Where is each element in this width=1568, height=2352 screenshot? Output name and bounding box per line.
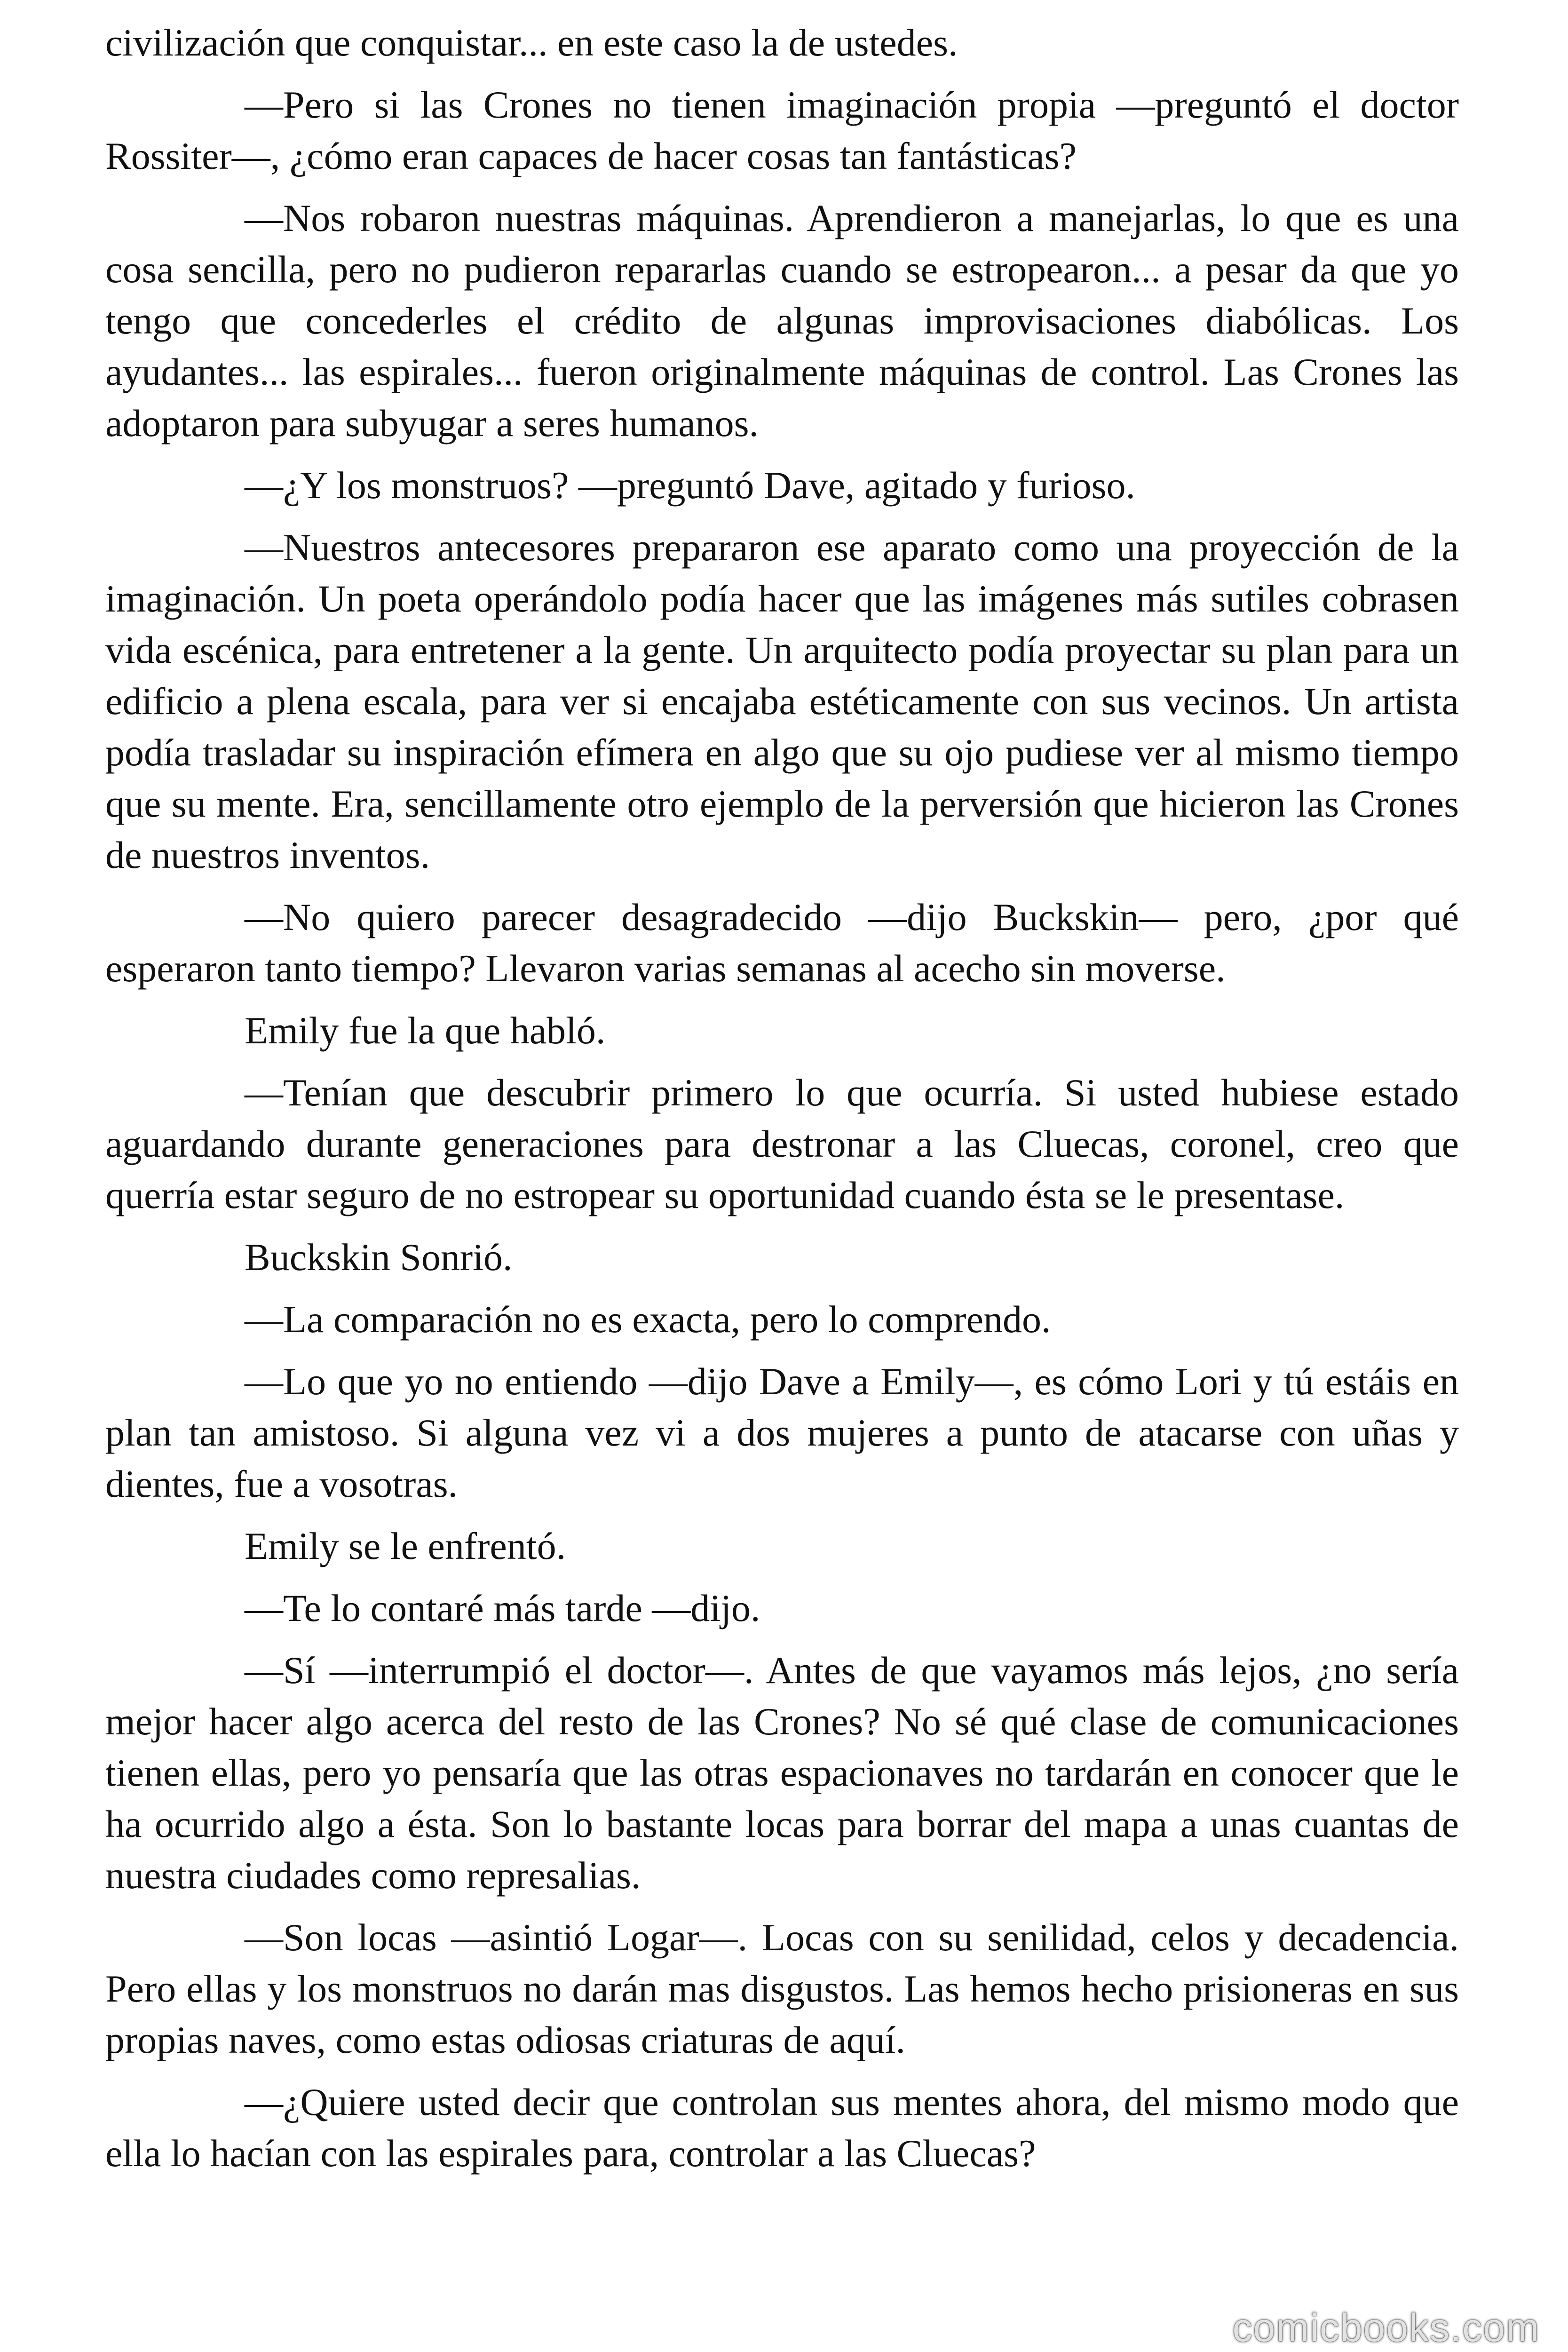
paragraph: —Te lo contaré más tarde —dijo.: [245, 1587, 760, 1629]
paragraph: Emily se le enfrentó.: [245, 1525, 566, 1567]
paragraph: —Nos robaron nuestras máquinas. Aprendieron a manejarlas, lo que es una cosa sencilla, pero no pudieron repararlas cuando se estropearon... a pesar da que yo tengo que concederles el crédito de algunas improvisaciones diabólicas. Los ayudantes... las espirales... fueron originalmente máquinas de control. Las Crones las adoptaron para subyugar a seres humanos.: [105, 197, 1459, 445]
paragraph: —Pero si las Crones no tienen imaginación propia —preguntó el doctor Rossiter—, ¿cómo eran capaces de hacer cosas tan fantásticas?: [105, 83, 1459, 177]
paragraph: —Lo que yo no entiendo —dijo Dave a Emily—, es cómo Lori y tú estáis en plan tan amistoso. Si alguna vez vi a dos mujeres a punto de atacarse con uñas y dientes, fue a vosotras.: [105, 1360, 1459, 1505]
watermark: comicbooks.com: [1232, 2305, 1540, 2350]
paragraph: —¿Y los monstruos? —preguntó Dave, agitado y furioso.: [245, 464, 1136, 507]
paragraph: —Nuestros antecesores prepararon ese aparato como una proyección de la imaginación. Un poeta operándolo podía hacer que las imágenes más sutiles cobrasen vida escénica, para entretener a la gente. Un arquitecto podía proyectar su plan para un edificio a plena escala, para ver si encajaba estéticamente con sus vecinos. Un artista podía trasladar su inspiración efímera en algo que su ojo pudiese ver al mismo tiempo que su mente. Era, sencillamente otro ejemplo de la perversión que hicieron las Crones de nuestros inventos.: [105, 526, 1459, 876]
paragraph: —Son locas —asintió Logar—. Locas con su senilidad, celos y decadencia. Pero ellas y los monstruos no darán mas disgustos. Las hemos hecho prisioneras en sus propias naves, como estas odiosas criaturas de aquí.: [105, 1916, 1459, 2061]
paragraph: Buckskin Sonrió.: [245, 1236, 513, 1279]
paragraph: —No quiero parecer desagradecido —dijo Buckskin— pero, ¿por qué esperaron tanto tiempo? Llevaron varias semanas al acecho sin moverse.: [105, 896, 1459, 990]
paragraph: —Sí —interrumpió el doctor—. Antes de que vayamos más lejos, ¿no sería mejor hacer algo acerca del resto de las Crones? No sé qué clase de comunicaciones tienen ellas, pero yo pensaría que las otras espacionaves no tardarán en conocer que le ha ocurrido algo a ésta. Son lo bastante locas para borrar del mapa a unas cuantas de nuestra ciudades como represalias.: [105, 1649, 1459, 1897]
paragraph: —¿Quiere usted decir que controlan sus mentes ahora, del mismo modo que ella lo hacían con las espirales para, controlar a las Cluecas?: [105, 2081, 1459, 2175]
paragraph: —La comparación no es exacta, pero lo comprendo.: [245, 1298, 1051, 1341]
paragraph: civilización que conquistar... en este caso la de ustedes.: [105, 21, 958, 64]
book-page: [105, 17, 1459, 2190]
paragraph: Emily fue la que habló.: [245, 1009, 606, 1052]
paragraph: —Tenían que descubrir primero lo que ocurría. Si usted hubiese estado aguardando durante generaciones para destronar a las Cluecas, coronel, creo que querría estar seguro de no estropear su oportunidad cuando ésta se le presentase.: [105, 1071, 1459, 1216]
